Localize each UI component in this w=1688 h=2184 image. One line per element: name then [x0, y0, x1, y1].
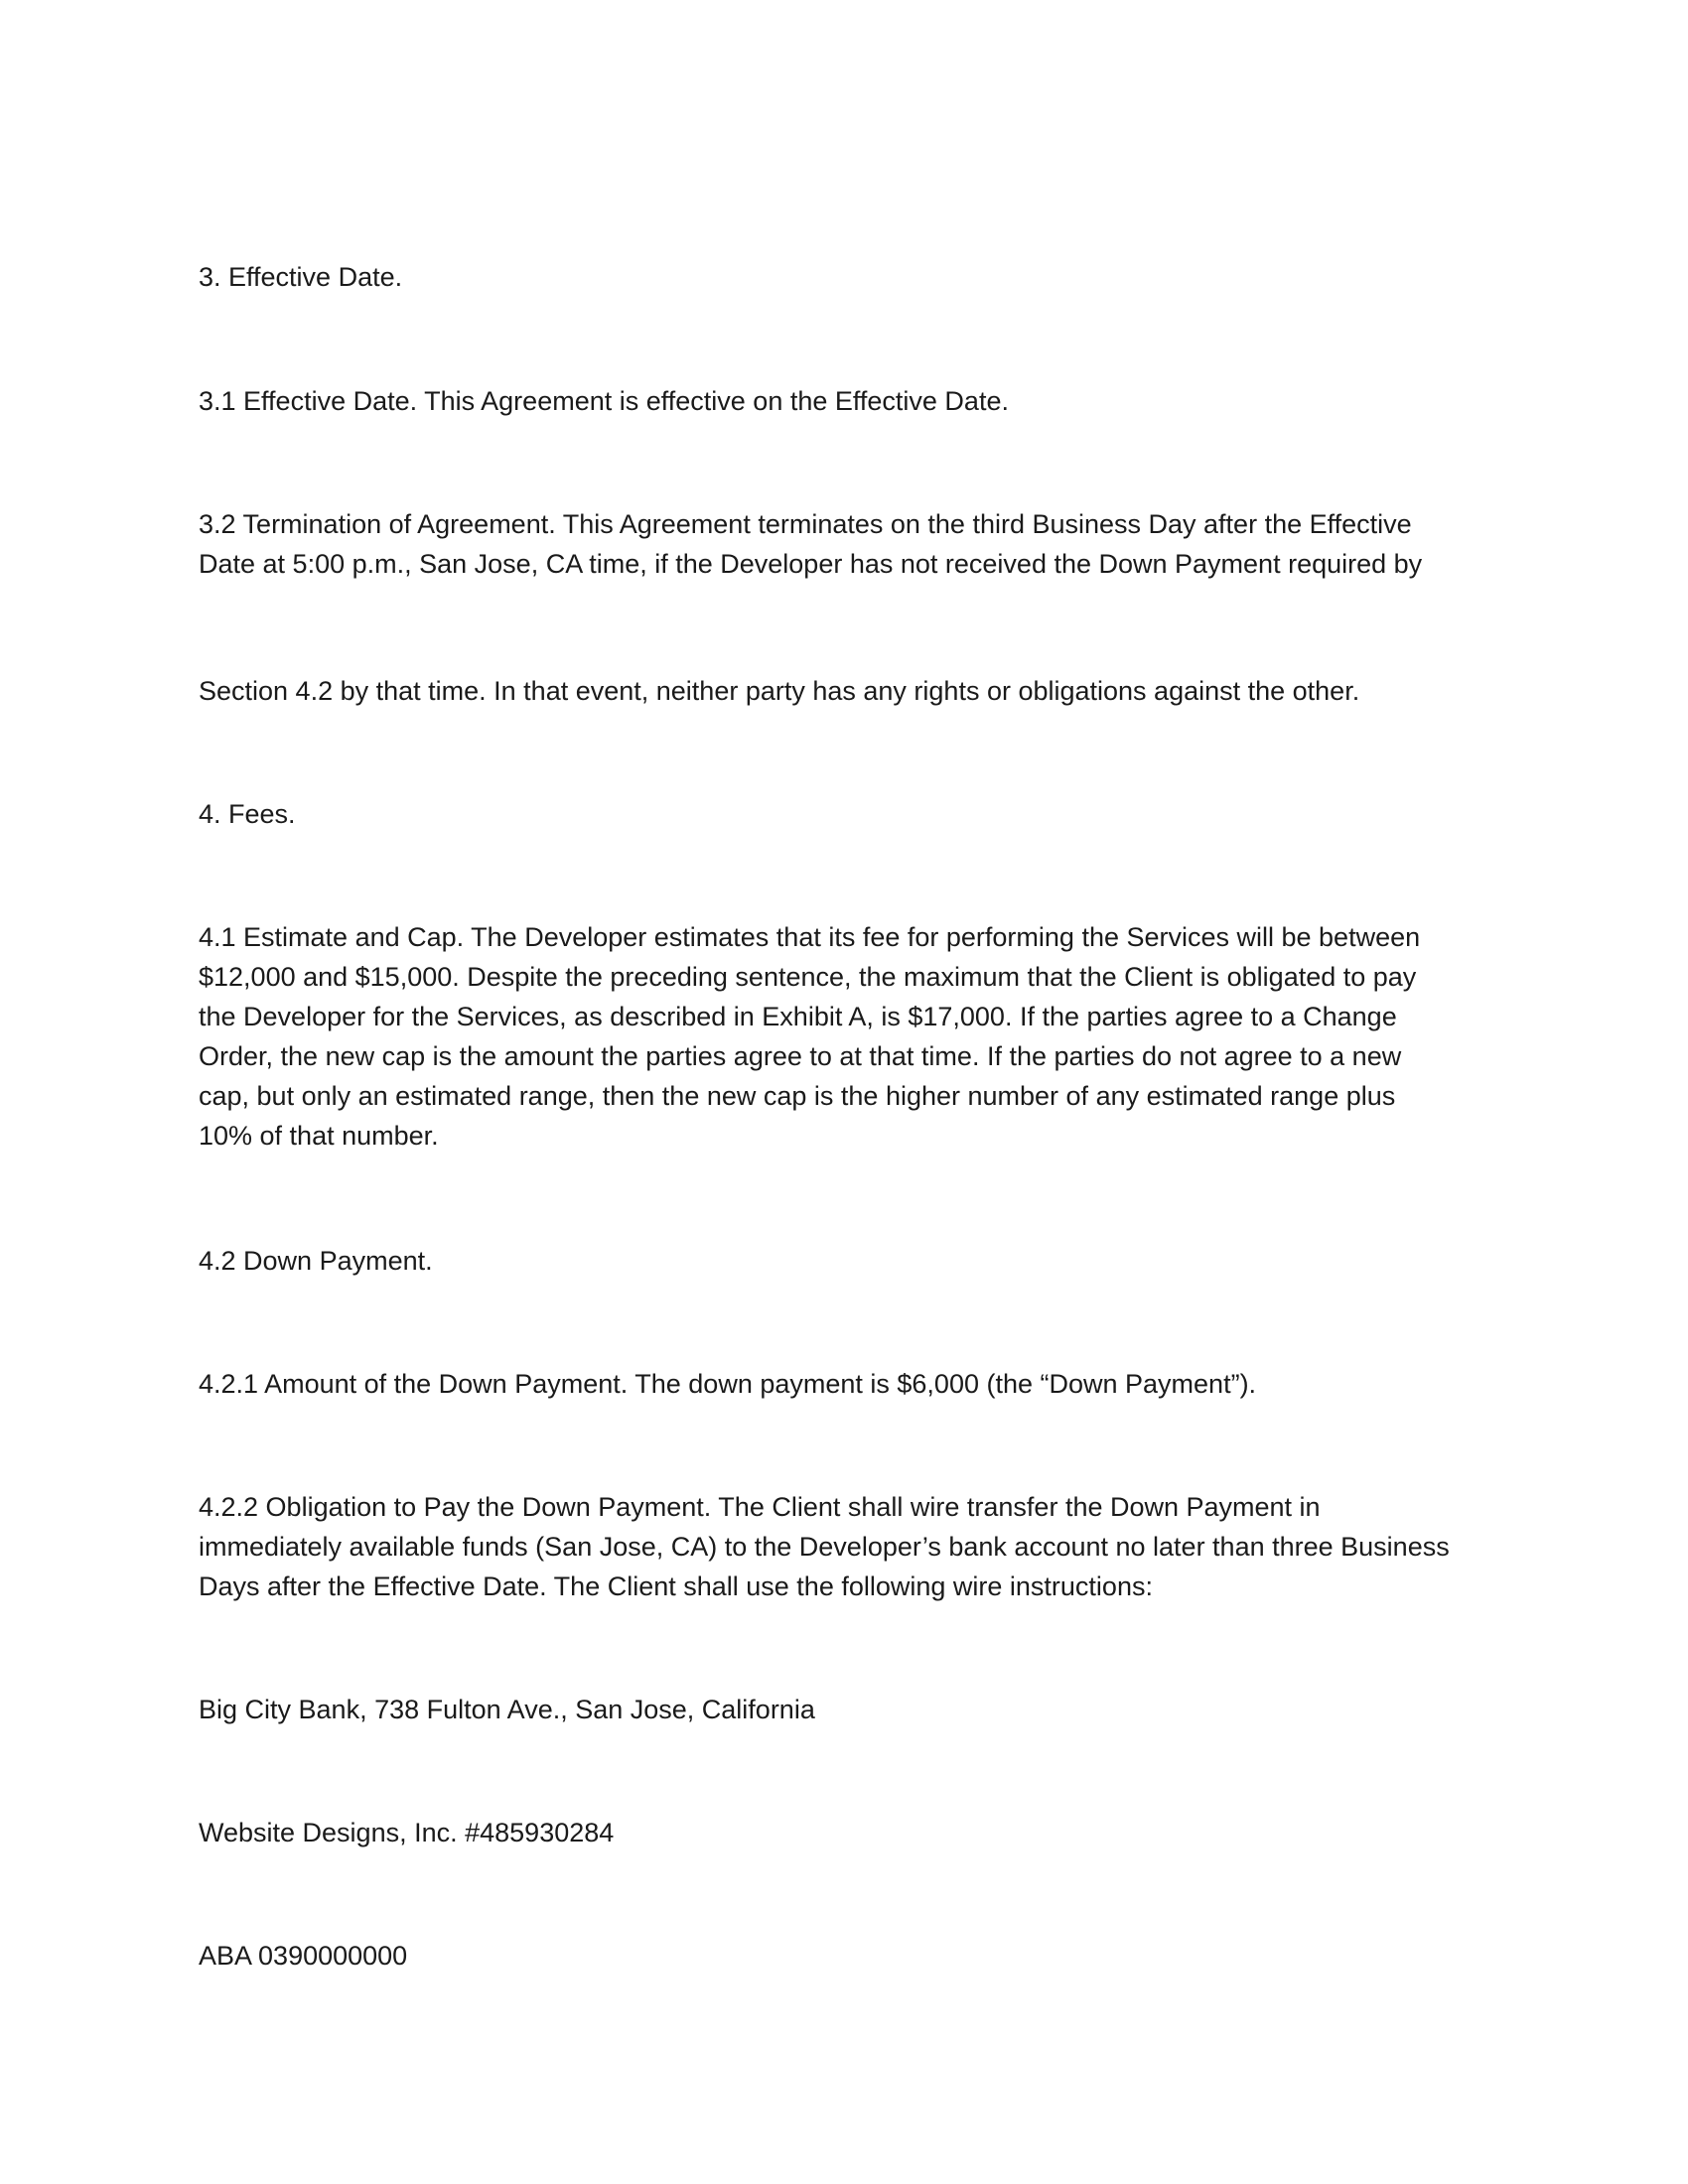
- text-line: Order, the new cap is the amount the parties agree to at that time. If the parties do not agree to a new: [199, 1041, 1402, 1071]
- text-line: Website Designs, Inc. #485930284: [199, 1818, 615, 1847]
- bank-name-line: [199, 1690, 1499, 1729]
- section-4-heading: [199, 794, 1499, 834]
- text-line: Section 4.2 by that time. In that event, neither party has any rights or obligations against the other.: [199, 676, 1360, 706]
- section-3-1-paragraph: [199, 381, 1499, 421]
- aba-routing-line: [199, 1936, 1499, 1976]
- text-line: 3.1 Effective Date. This Agreement is effective on the Effective Date.: [199, 386, 1009, 416]
- text-line: Date at 5:00 p.m., San Jose, CA time, if the Developer has not received the Down Payment required by: [199, 549, 1423, 579]
- text-line: 4.1 Estimate and Cap. The Developer estimates that its fee for performing the Services will be between: [199, 922, 1421, 952]
- section-4-2-heading: [199, 1241, 1499, 1281]
- text-line: 3.2 Termination of Agreement. This Agreement terminates on the third Business Day after the Effective: [199, 509, 1412, 539]
- section-4-2-1-paragraph: [199, 1364, 1499, 1404]
- text-line: 10% of that number.: [199, 1121, 439, 1151]
- section-3-2-continuation: [199, 671, 1499, 711]
- text-line: the Developer for the Services, as described in Exhibit A, is $17,000. If the parties agree to a Change: [199, 1002, 1397, 1031]
- account-line: [199, 1813, 1499, 1852]
- text-line: ABA 0390000000: [199, 1941, 408, 1971]
- section-3-heading: [199, 257, 1499, 297]
- text-line: cap, but only an estimated range, then the new cap is the higher number of any estimated range plus: [199, 1081, 1396, 1111]
- text-line: immediately available funds (San Jose, CA) to the Developer’s bank account no later than three Business: [199, 1532, 1450, 1562]
- text-line: 4.2 Down Payment.: [199, 1246, 433, 1276]
- text-line: 4. Fees.: [199, 799, 296, 829]
- text-line: Big City Bank, 738 Fulton Ave., San Jose, California: [199, 1695, 815, 1724]
- text-line: $12,000 and $15,000. Despite the preceding sentence, the maximum that the Client is obligated to pay: [199, 962, 1417, 992]
- text-line: Days after the Effective Date. The Client shall use the following wire instructions:: [199, 1571, 1153, 1601]
- text-line: 4.2.1 Amount of the Down Payment. The down payment is $6,000 (the “Down Payment”).: [199, 1369, 1257, 1399]
- text-line: 3. Effective Date.: [199, 262, 403, 292]
- text-line: 4.2.2 Obligation to Pay the Down Payment. The Client shall wire transfer the Down Payment in: [199, 1492, 1321, 1522]
- section-4-1-paragraph: [199, 917, 1499, 1156]
- section-4-2-2-paragraph: [199, 1487, 1499, 1606]
- section-3-2-paragraph: [199, 504, 1499, 584]
